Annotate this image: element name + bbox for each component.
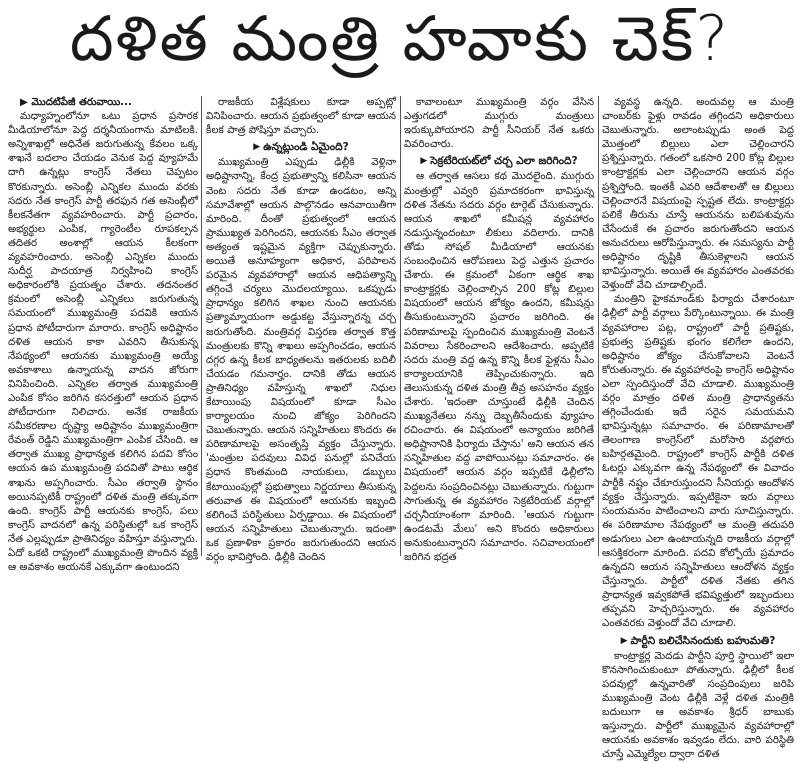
- column-divider: [598, 96, 599, 556]
- arrow-icon: ▶: [620, 635, 628, 646]
- column-4: [602, 96, 794, 761]
- column-divider: [201, 96, 202, 556]
- column-1: [8, 96, 198, 574]
- arrow-icon: ▶: [420, 156, 428, 167]
- column-2: [206, 96, 396, 563]
- subheading-text: ఉన్నట్లుండి ఏమైంది?: [263, 141, 349, 154]
- subheading-text: సెక్రటేరియట్‌లో చర్చ ఎలా జరిగింది?: [430, 155, 578, 168]
- paragraph: ముఖ్యమంత్రి ఎప్పుడు ఢిల్లీకి వెళ్లినా అధిష్టానాన్ని, కేంద్ర ప్రభుత్వాన్ని కలిసినా ఆయన వెంట సదరు నేత కూడా ఉండటం, అన్ని సమావేశాల్లో ఆయన పాల్గొనడం ఆనవాయితీగా మారింది. దీంతో ప్రభుత్వంలో ఆయన ప్రాముఖ్యత పెరిగిందని, ఆయనకు సీఎం తర్వాత అత్యంత ఇష్టమైన వ్యక్తిగా చెప్పుకున్నారు. అయితే అనూహ్యంగా అధికార, పరిపాలన పరమైన వ్యవహారాల్లో ఆయన ఆధిపత్యాన్ని తగ్గించే చర్యలు మొదలయ్యాయి. ఒకప్పుడు ప్రాధాన్యం కలిగిన శాఖల నుంచి ఆయనకు ప్రత్యామ్నాయంగా అడ్డుకట్ట వేస్తున్నారన్న చర్చ జరుగుతోంది. మంత్రివర్గ విస్తరణ తర్వాత కొత్త మంత్రులకు కొన్ని శాఖలు అప్పగించడం, ఆయన దగ్గర ఉన్న కీలక బాధ్యతలను ఇతరులకు బదిలీ చేయడం గమనార్హం. దానికి తోడు ఆయన ప్రాతినిధ్యం వహిస్తున్న శాఖలో నిధుల కేటాయింపు విషయంలో కూడా సీఎం కార్యాలయం నుంచి జోక్యం పెరిగిందని చెబుతున్నారు. ఆయన సన్నిహితులు కొందరు ఈ పరిణామాలపై అసంతృప్తి వ్యక్తం చేస్తున్నారు. 'మంత్రుల పదవులు వివిధ పనుల్లో పనిచేయ ప్రధాన కొంతమంది నాయకులు, డబ్బులు కేటాయింపుల్లో ప్రభుత్వాలు నిర్ణయాలు తీసుకున్న తరువాత ఈ విషయంలో ఆయనకు ఇబ్బంది కలిగించే పరిస్థితులు ఏర్పడ్డాయి. ఈ విషయంలో ఆయన సన్నిహితులు చెబుతున్నారు. ఇదంతా ఒక ప్రణాళికా ప్రకారం జరుగుతుందని ఆయన వర్గం భావిస్తోంది. ఢిల్లీకి చెందిన: [206, 157, 396, 563]
- paragraph: మధ్యాహ్నంలోనూ ఒటు ప్రధాన ప్రసారక మీడియాలోనూ పెద్ద దర్శనీయంగాను మాటిలకి. అన్నిశాఖల్లో అధినేత జరుగుతున్న కేవలం ఒక్క శాఖనే బదలాం చేయడం వెనుక పెద్ద వ్యూహమే దాగి ఉన్నట్లు కాంగ్రెస్ నేతలు చెప్పటం కొరకున్నారు. అసెంబ్లీ ఎన్నికల ముందు వరకు సదరు నేత కాంగ్రెస్ పార్టీ తరఫున గత అసెంబ్లీలో కీలకనేతగా వ్యవహరించారు. పార్టీ ప్రచారం, అభ్యర్థుల ఎంపిక, గ్యారెంటీల రూపకల్పన తదితర అంశాల్లో ఆయన కీలకంగా వ్యవహరించారు. అసెంబ్లీ ఎన్నికల ముందు సుదీర్ఘ పాదయాత్ర నిర్వహించి కాంగ్రెస్ అధికారంలోకి ప్రయత్నం చేశారు. తదనంతర క్రమంలో అసెంబ్లీ ఎన్నికలు జరుగుతున్న సమయంలో ముఖ్యమంత్రి పదవికి ఆయన ప్రధాన పోటీదారుగా మారారు. కాంగ్రెస్ అధిష్టానం దళిత ఆయన కాకా ఎవరిని తీసుకున్న నేపథ్యంలో ఆయనకు ముఖ్యమంత్రి అయ్యే అవకాశాలు ఉన్నాయన్న వాదన జోరుగా వినిపించింది. ఎన్నికల తర్వాత ముఖ్యమంత్రి ఎంపిక కోసం జరిగిన కసరత్తులో ఆయన ప్రధాన పోటీదారుగా నిలిచారు. అనేక రాజకీయ సమీకరణాల దృష్ట్యా అధిష్టానం ముఖ్యమంత్రిగా రేవంత్ రెడ్డిని ముఖ్యమంత్రిగా ఎంపిక చేసింది. ఆ తర్వాత ముఖ్య ప్రాధాన్యత కలిగిన పదవి కోసం ఆయన ఉప ముఖ్యమంత్రి పదవితో పాటు ఆర్థిక శాఖను అప్పగించారు. సీఎం తర్వాతి స్థానం అయినప్పటికీ రాష్ట్రంలో దళిత మంత్రి తక్కువగా ఉంది. కాంగ్రెస్ పార్టీ ఆయనకు కాంగ్రెస్, పలు కాంగ్రెస్ వాదనలో ఉన్న పరిస్థితుల్లో ఒక కాంగ్రెస్ నేత ఎల్లప్పుడూ ప్రాతినిధ్యం వహిస్తూ వస్తున్నారు. ఏదో ఒకటి రాష్ట్రంలో ముఖ్యమంత్రి పొందిన వ్యక్తి ఆ అవకాశం అయనకే ఎక్కువగా ఉంటుందని: [8, 111, 198, 574]
- paragraph: వ్యవస్థ ఉన్నది. అందువల్ల ఆ మంత్రి చాంబర్‌కు ఫైళ్లు రావడం తగ్గిందని అధికారులు చెబుతున్నారు. అలాంటప్పుడు అంత పెద్ద మొత్తంలో బిల్లులు ఎలా చెల్లించారని ప్రశ్నిస్తున్నారు. గతంలో ఒకసారి 200 కోట్ల బిల్లుల కాంట్రాక్టర్లకు ఎలా చెల్లించారని ఆయన వర్గం ప్రశ్నిస్తోంది. ఇంతకీ ఎవరి ఆదేశాలతో ఆ బిల్లులు చెల్లించారనే విషయంపై స్పష్టత లేదు. కాంట్రాక్టర్లు పలికే తీరును చూస్తే ఆయనను బలిపశువును చేసేందుకే ఈ ప్రచారం జరుగుతోందని ఆయన అనుచరులు ఆరోపిస్తున్నారు. ఈ సమస్యను పార్టీ అధిష్టానం దృష్టికి తీసుకెళ్లాలని ఆయన భావిస్తున్నారు. అయితే ఈ వ్యవహారం ఎంతవరకు వెళ్తుందో వేచి చూడాల్సిందే.: [602, 97, 794, 292]
- paragraph: కాంట్రాక్టర్ల మెదడు పార్టీని పూర్తి స్థాయిలో ఇలా కొనసాగించుకుంటూ పోతున్నారు. ఢిల్లీలో కీలక పదవుల్లో ఉన్నవారితో సంప్రదింపులు జరిపి ముఖ్యమంత్రి వెంట ఢిల్లీకి వెళ్లే దళిత మంత్రికి బదులుగా ఆ అవకాశం శ్రీధర్ బాబుకు ఇస్తున్నారు. పార్టీలో ముఖ్యమైన వ్యవహారాల్లో ఆయనకు అవకాశం ఇవ్వడం లేదు. వారి పరిస్థితి చూస్తే ఎమ్మెల్యేల ద్వారా దళిత: [602, 650, 794, 761]
- column-divider: [400, 96, 401, 556]
- continued-label: మొదటిపేజీ తరువాయి...: [31, 97, 132, 108]
- subheading: [404, 154, 594, 168]
- arrow-icon: ▶: [253, 142, 261, 153]
- headline: దళిత మంత్రి హవాకు చెక్?: [69, 2, 731, 75]
- arrow-icon: ▶: [20, 97, 32, 108]
- paragraph: కావాలంటూ ముఖ్యమంత్రి వర్గం వేసిన ఎత్తుగడలో ముగ్గురు మంత్రులు ఇరుక్కుపోయారని పార్టీ సీనియర్ నేత ఒకరు వివరించారు.: [404, 97, 594, 151]
- paragraph: ఆ తర్వాత ఆసలు కథ మొదలైంది. ముగ్గురు మంత్రుల్లో ఎవ్వరి ప్రమాదకరంగా భావిస్తున్న దళిత నేతను సదరు వర్గం టార్గెట్ చేసుకున్నారు. ఆయన శాఖలో కమీషన్ల వ్యవహారం నడుస్తున్నందంటూ లీకులు వదిలారు. దానికి తోడు సోషల్ మీడియాలో ఆయనకు సంబంధించిన ఆరోపణలు పెద్ద ఎత్తున ప్రచారం చేశారు. ఈ క్రమంలో ఏకంగా ఆర్థిక శాఖ కాంట్రాక్టర్లకు చెల్లించాల్సిన 200 కోట్ల బిల్లుల విషయంలో ఆయన జోక్యం ఉందని, కమీషన్లు తీసుకుంటున్నారని ప్రచారం జరిగింది. ఈ పరిణామాలపై స్పందించిన ముఖ్యమంత్రి వెంటనే వివరాలు సేకరించాలని ఆదేశించారు. అప్పటికే సదరు మంత్రి వద్ద ఉన్న కొన్ని కీలక ఫైళ్లను సీఎం కార్యాలయానికి తెప్పించుకున్నారు. ఇది తెలుసుకున్న దళిత మంత్రి తీవ్ర అసహనం వ్యక్తం చేశారు. 'ఇదంతా చూస్తుంటే ఢిల్లీకి చెందిన ముఖ్యనేతలు నన్ను దెబ్బతీసేందుకు వ్యూహం రచించారు. ఈ విషయంలో అన్యాయం జరిగితే అధిష్టానానికి ఫిర్యాదు చేస్తాను' అని ఆయన తన సన్నిహితుల వద్ద వాపోయినట్లు సమాచారం. ఈ విషయంలో ఆయన వర్గం ఇప్పటికే ఢిల్లీలోని పెద్దలను సంప్రదించినట్లు చెబుతున్నారు. గుట్టుగా సాగుతున్న ఈ వ్యవహారం సెక్రటేరియట్ వర్గాల్లో చర్చనీయాంశంగా మారింది. 'ఆయన గుట్టుగా ఉండటమే మేలు' అని కొందరు అధికారులు అనుకుంటున్నారని సమాచారం. సచివాలయంలో జరిగిన భద్రత: [404, 171, 594, 563]
- subheading: [602, 634, 794, 648]
- paragraph: రాజకీయ విశ్లేషకులు కూడా అప్పట్లో వినిపించారు. ఆయన ప్రభుత్వంలో కూడా ఆయన కీలక పాత్ర పోషిస్తూ వచ్చారు.: [206, 97, 396, 137]
- paragraph: మంత్రిని హైకమాండ్‌కు ఫిర్యాదు చేశారంటూ ఢిల్లీలో పార్టీ వర్గాలు పేర్కొంటున్నాయి. ఈ మంత్రి వ్యవహారాల పట్ల, రాష్ట్రంలో పార్టీ ప్రతిష్టకు, ప్రభుత్వ ప్రతిష్టకు భంగం కలిగేలా ఉందని, అధిష్టానం జోక్యం చేసుకోవాలని వెంటనే కోరుతున్నారు. ఈ వ్యవహారంపై కాంగ్రెస్ అధిష్టానం ఎలా స్పందిస్తుందో వేచి చూడాలి. ముఖ్యమంత్రి వర్గం మాత్రం దళిత మంత్రి ప్రాధాన్యతను తగ్గించేందుకు ఇదే సరైన సమయమని భావిస్తున్నట్లు సమాచారం. ఈ పరిణామాలతో తెలంగాణ కాంగ్రెస్‌లో మరోసారి వర్గపోరు బహిర్గతమైంది. రాష్ట్రంలో కాంగ్రెస్ పార్టీకి దళిత ఓటర్లు ఎక్కువగా ఉన్న నేపథ్యంలో ఈ వివాదం పార్టీకి నష్టం చేకూరుస్తుందని సీనియర్లు ఆందోళన వ్యక్తం చేస్తున్నారు. ఇప్పటికైనా ఇరు వర్గాలు సంయమనం పాటించాలని వారు సూచిస్తున్నారు. ఈ పరిణామాల నేపథ్యంలో ఆ మంత్రి తదుపరి అడుగులు ఎలా ఉంటాయన్నది రాజకీయ వర్గాల్లో ఆసక్తికరంగా మారింది. పదవి కోల్పోయే ప్రమాదం ఉన్నదని ఆయన సన్నిహితులు ఆందోళన వ్యక్తం చేస్తున్నారు. పార్టీలో దళిత నేతకు తగిన ప్రాధాన్యత ఇవ్వకపోతే భవిష్యత్తులో ఇబ్బందులు తప్పవని హెచ్చరిస్తున్నారు. ఈ వ్యవహారం ఎంతవరకు వెళ్తుందో వేచి చూడాలి.: [602, 294, 794, 630]
- subheading-text: పార్టీని బలిచేసినందుకు బహుమతి?: [630, 634, 776, 647]
- subheading: [206, 140, 396, 154]
- column-3: [404, 96, 594, 563]
- continued-kicker: [8, 96, 198, 110]
- article-body: [8, 96, 794, 761]
